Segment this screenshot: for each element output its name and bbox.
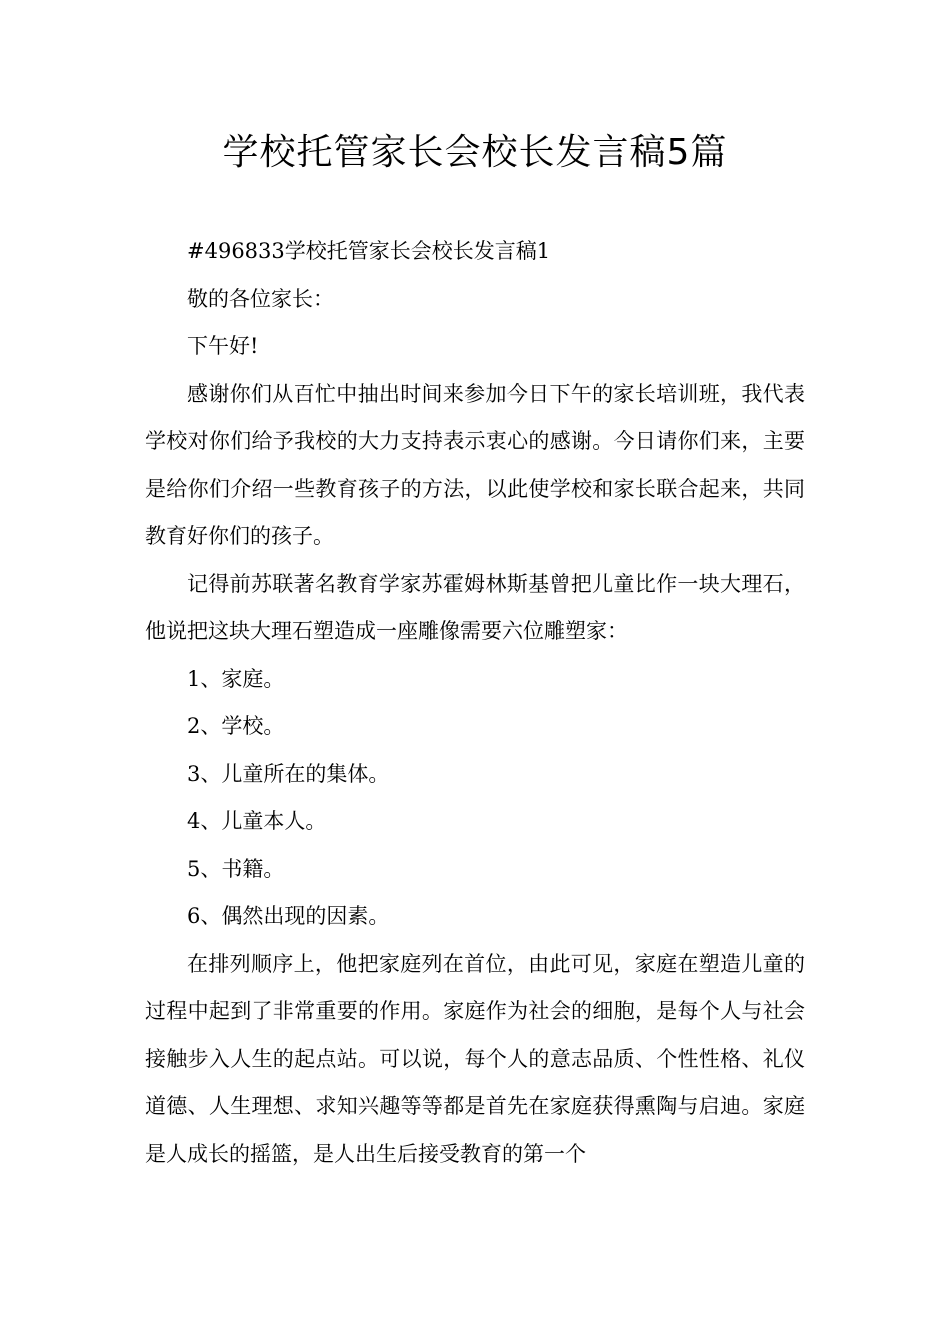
list-item: 2、学校。 (187, 714, 285, 738)
paragraph: 在排列顺序上，他把家庭列在首位，由此可见，家庭在塑造儿童的过程中起到了非常重要的作用。家庭作为社会的细胞，是每个人与社会接触步入人生的起点站。可以说，每个人的意志品质、个性性格、礼仪道德、人生理想、求知兴趣等等都是首先在家庭获得熏陶与启迪。家庭是人成长的摇篮，是人出生后接受教育的第一个 (145, 951, 805, 1166)
list-item: 5、书籍。 (187, 856, 285, 881)
greeting-line: 下午好! (187, 334, 259, 358)
list-item: 1、家庭。 (187, 666, 285, 691)
document-title: 学校托管家长会校长发言稿5篇 (222, 132, 728, 173)
paragraph: 记得前苏联著名教育学家苏霍姆林斯基曾把儿童比作一块大理石，他说把这块大理石塑造成一座雕像需要六位雕塑家： (145, 571, 805, 643)
document-body (145, 228, 805, 1178)
paragraph: 感谢你们从百忙中抽出时间来参加今日下午的家长培训班，我代表学校对你们给予我校的大力支持表示衷心的感谢。今日请你们来，主要是给你们介绍一些教育孩子的方法，以此使学校和家长联合起来，共同教育好你们的孩子。 (145, 381, 805, 548)
greeting-salutation: 敬的各位家长： (187, 286, 334, 311)
list-item: 4、儿童本人。 (187, 809, 327, 833)
heading-line: #496833学校托管家长会校长发言稿1 (187, 239, 551, 263)
list-item: 3、儿童所在的集体。 (187, 761, 390, 786)
list-item: 6、偶然出现的因素。 (187, 904, 390, 928)
